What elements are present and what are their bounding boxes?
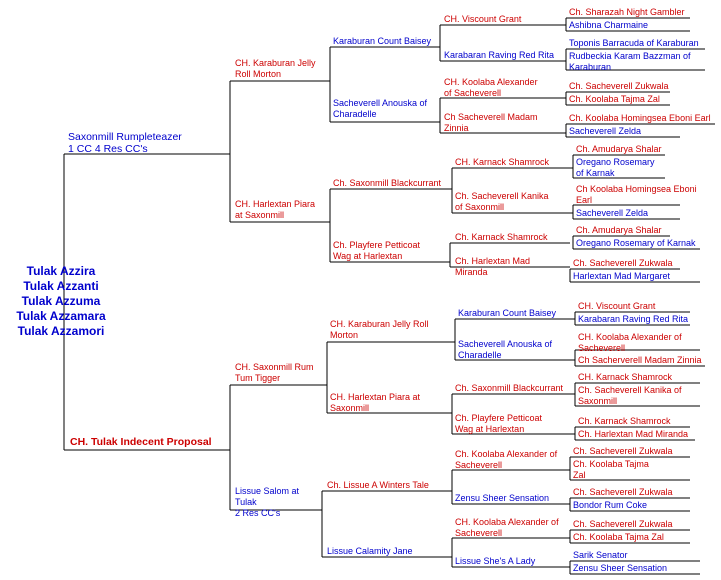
subject-litter-names: Tulak Azzira Tulak Azzanti Tulak Azzuma Tulak Azzamara Tulak Azzamori [16,264,106,338]
g5-14: Oregano Rosemary of Karnak [576,238,696,248]
g5-26: Ch. Koolaba Tajma Zal [573,459,649,480]
g3-4: Ch. Playfere Petticoat Wag at Harlextan [333,240,421,261]
g5-13: Ch. Amudarya Shalar [576,225,662,235]
g5-6: Ch. Koolaba Tajma Zal [569,94,660,104]
g5-28: Bondor Rum Coke [573,500,648,510]
g4-12: Ch. Playfere Petticoat Wag at Harlextan [455,413,543,434]
g4-1: CH. Viscount Grant [444,14,522,24]
g5-5: Ch. Sacheverell Zukwala [569,81,669,91]
g5-29: Ch. Sacheverell Zukwala [573,519,673,529]
dam-dam: CH. Harlextan Piara at Saxonmill [235,199,316,220]
g5-30: Ch. Koolaba Tajma Zal [573,532,664,542]
g5-3: Toponis Barracuda of Karaburan [569,38,699,48]
g3-1: Karaburan Count Baisey [333,36,432,46]
g5-21: CH. Karnack Shamrock [578,372,673,382]
g5-18: Karabaran Raving Red Rita [578,314,689,324]
g4-14: Zensu Sheer Sensation [455,493,550,503]
sire-sire: CH. Saxonmill Rum Tum Tigger [235,362,314,383]
g4-6: Ch. Sacheverell Kanika of Saxonmill [455,191,549,212]
g5-31: Sarik Senator [573,550,628,560]
g5-9: Ch. Amudarya Shalar [576,144,662,154]
g4-11: Ch. Saxonmill Blackcurrant [455,383,564,393]
g4-2: Karabaran Raving Red Rita [444,50,555,60]
g3-6: CH. Harlextan Piara at Saxonmill [330,392,421,413]
g5-11: Ch Koolaba Homingsea Eboni Earl [576,184,697,205]
g4-16: Lissue She's A Lady [455,556,536,566]
g5-12: Sacheverell Zelda [576,208,649,218]
g4-7: Ch. Karnack Shamrock [455,232,548,242]
g3-8: Lissue Calamity Jane [327,546,413,556]
g4-8: Ch. Harlextan Mad Miranda [455,256,531,277]
g4-4: Ch Sacheverell Madam Zinnia [444,112,538,133]
g4-10: Sacheverell Anouska of Charadelle [458,339,553,360]
g3-3: Ch. Saxonmill Blackcurrant [333,178,442,188]
dam-sire: CH. Karaburan Jelly Roll Morton [235,58,316,79]
g5-7: Ch. Koolaba Homingsea Eboni Earl [569,113,711,123]
g5-24: Ch. Harlextan Mad Miranda [578,429,689,439]
g5-8: Sacheverell Zelda [569,126,642,136]
g4-9: Karaburan Count Baisey [458,308,557,318]
g5-15: Ch. Sacheverell Zukwala [573,258,673,268]
g3-7: Ch. Lissue A Winters Tale [327,480,429,490]
g5-16: Harlextan Mad Margaret [573,271,671,281]
g5-20: Ch Sacherverell Madam Zinnia [578,355,702,365]
g5-23: Ch. Karnack Shamrock [578,416,671,426]
g5-4: Rudbeckia Karam Bazzman of Karaburan [569,51,691,72]
g4-5: CH. Karnack Shamrock [455,157,550,167]
g5-22: Ch. Sacheverell Kanika of Saxonmill [578,385,682,406]
sire: CH. Tulak Indecent Proposal [70,436,212,448]
g4-3: CH. Koolaba Alexander of Sacheverell [444,77,538,98]
g5-25: Ch. Sacheverell Zukwala [573,446,673,456]
g3-2: Sacheverell Anouska of Charadelle [333,98,428,119]
g5-1: Ch. Sharazah Night Gambler [569,7,685,17]
g5-27: Ch. Sacheverell Zukwala [573,487,673,497]
g5-10: Oregano Rosemary of Karnak [576,157,655,178]
g5-17: CH. Viscount Grant [578,301,656,311]
g5-2: Ashibna Charmaine [569,20,649,30]
sire-dam: Lissue Salom at Tulak 2 Res CC's [235,486,300,518]
dam: Saxonmill Rumpleteazer 1 CC 4 Res CC's [68,131,182,155]
g5-32: Zensu Sheer Sensation [573,563,668,573]
g4-15: CH. Koolaba Alexander of Sacheverell [455,517,559,538]
g3-5: CH. Karaburan Jelly Roll Morton [330,319,429,340]
g5-19: CH. Koolaba Alexander of Sacheverell [578,332,682,353]
g4-13: Ch. Koolaba Alexander of Sacheverell [455,449,558,470]
